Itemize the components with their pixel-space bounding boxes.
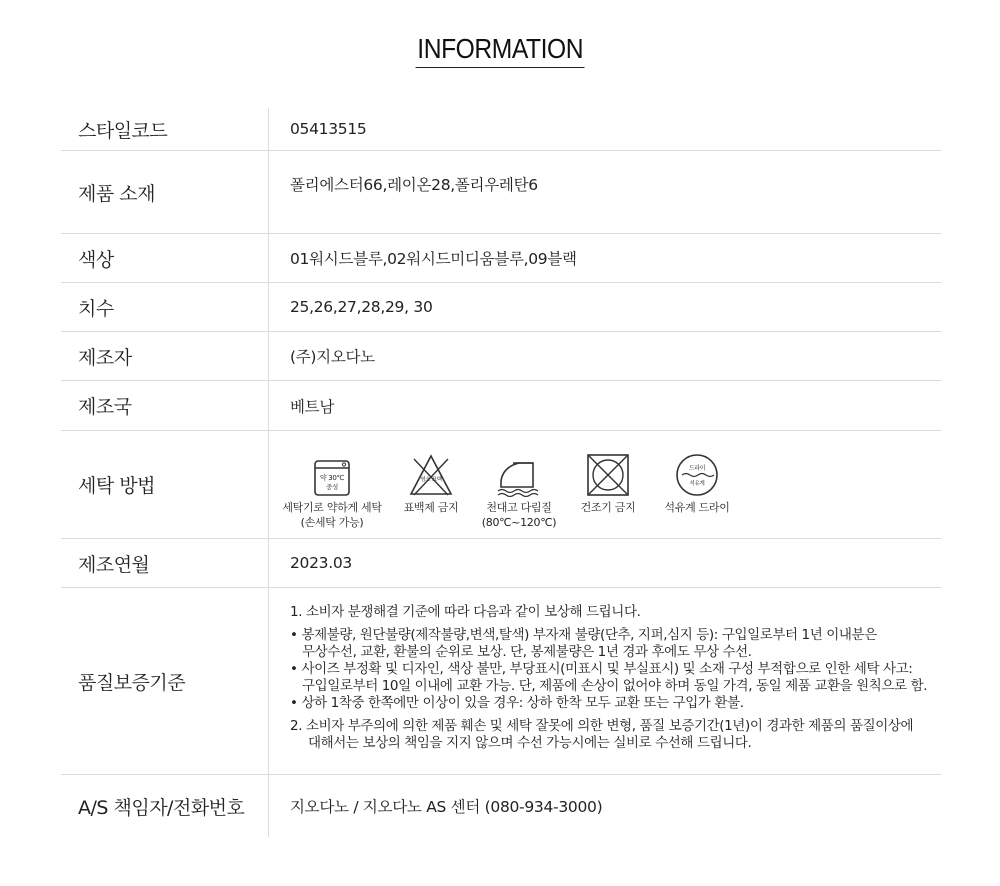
row-style-code (61, 108, 941, 151)
row-country (61, 381, 941, 431)
row-label: A/S 책임자/전화번호 (61, 775, 269, 837)
row-size (61, 283, 941, 332)
warranty-line: 2. 소비자 부주의에 의한 제품 훼손 및 세탁 잘못에 의한 변형, 품질 보증기간(1년)이 경과한 제품의 품질이상에 (290, 718, 914, 734)
wash-item-dry-clean (647, 451, 747, 515)
wash-caption: 표백제 금지 (403, 501, 459, 514)
wash-caption: 세탁기로 약하게 세탁 (282, 501, 382, 514)
row-color (61, 234, 941, 283)
warranty-line: 구입일로부터 10일 이내에 교환 가능. 단, 제품에 손상이 없어야 하며 동일 가격, 동일 제품 교환을 원칙으로 함. (302, 678, 928, 694)
no-tumble-dry-icon (586, 453, 630, 497)
wash-item-no-bleach (393, 451, 469, 515)
row-wash (61, 431, 941, 539)
row-date (61, 539, 941, 588)
row-value: 01워시드블루,02워시드미디움블루,09블랙 (290, 250, 577, 268)
row-value: (주)지오다노 (290, 348, 375, 366)
wash-item-no-dryer (569, 451, 647, 515)
row-manufacturer (61, 332, 941, 381)
hand-wash-30-icon (313, 459, 351, 497)
row-value: 25,26,27,28,29, 30 (290, 298, 433, 316)
wash-caption-sub: (손세탁 가능) (300, 516, 364, 529)
wash-caption: 천대고 다림질 (486, 501, 552, 514)
row-label: 치수 (61, 283, 269, 331)
row-value: 2023.03 (290, 554, 352, 572)
no-bleach-icon (408, 453, 454, 497)
row-value: 폴리에스터66,레이온28,폴리우레탄6 (290, 176, 538, 194)
row-material (61, 151, 941, 234)
info-table (61, 108, 941, 837)
icon-text: 석유계 (689, 481, 705, 487)
warranty-line: 1. 소비자 분쟁해결 기준에 따라 다음과 같이 보상해 드립니다. (290, 604, 641, 620)
row-warranty (61, 588, 941, 775)
page-title-wrap (0, 32, 1000, 68)
row-label: 세탁 방법 (61, 431, 269, 538)
icon-text: 중성 (326, 483, 338, 491)
icon-text: 약 30℃ (319, 474, 345, 482)
warranty-line: • 사이즈 부정확 및 디자인, 색상 불만, 부당표시(미표시 및 부실표시) 및 소재 구성 부적합으로 인한 세탁 사고: (290, 661, 913, 677)
dry-clean-petroleum-icon (675, 453, 719, 497)
row-label: 제조자 (61, 332, 269, 380)
page-title: INFORMATION (415, 32, 584, 68)
wash-item-hand-wash (271, 451, 393, 530)
icon-text: 드라이 (688, 465, 706, 472)
warranty-line: • 상하 1착중 한쪽에만 이상이 있을 경우: 상하 한착 모두 교환 또는 구입가 환불. (290, 695, 744, 711)
row-label: 스타일코드 (61, 108, 269, 150)
warranty-line: 대해서는 보상의 책임을 지지 않으며 수선 가능시에는 실비로 수선해 드립니다. (308, 735, 752, 751)
row-value: 05413515 (290, 120, 367, 138)
warranty-line: • 봉제불량, 원단불량(제작불량,변색,탈색) 부자재 불량(단추, 지퍼,심지 등): 구입일로부터 1년 이내분은 (290, 627, 877, 643)
row-label: 제조국 (61, 381, 269, 430)
wash-item-iron (469, 451, 569, 530)
row-label: 품질보증기준 (61, 588, 269, 774)
wash-caption: 건조기 금지 (580, 501, 636, 514)
wash-icons (269, 431, 941, 538)
row-value: 베트남 (290, 397, 335, 416)
icon-text: 염소 표백 (420, 477, 442, 483)
wash-caption: 석유계 드라이 (664, 501, 730, 514)
row-label: 제품 소재 (61, 151, 269, 233)
iron-with-cloth-icon (495, 455, 543, 497)
row-label: 제조연월 (61, 539, 269, 587)
warranty-line: 무상수선, 교환, 환불의 순위로 보상. 단, 봉제불량은 1년 경과 후에도 무상 수선. (302, 644, 752, 660)
warranty-text (269, 588, 941, 774)
row-as (61, 775, 941, 837)
row-label: 색상 (61, 234, 269, 282)
row-value: 지오다노 / 지오다노 AS 센터 (080-934-3000) (290, 798, 603, 816)
wash-caption-sub: (80℃~120℃) (481, 516, 557, 529)
